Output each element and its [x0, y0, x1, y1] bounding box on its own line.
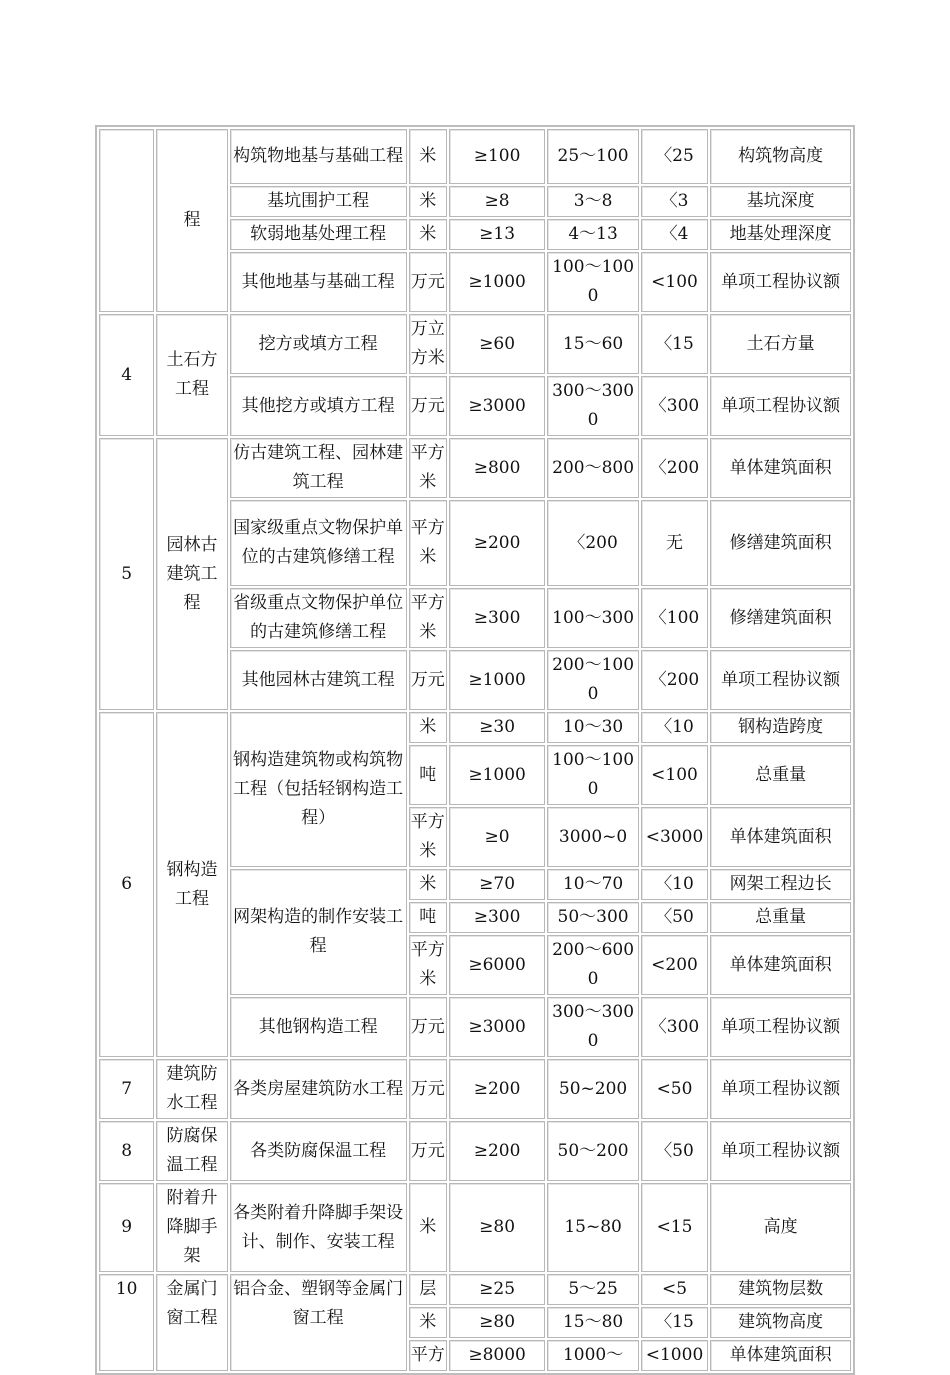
measure-cell: 基坑深度 [710, 186, 851, 217]
measure-cell: 地基处理深度 [710, 219, 851, 250]
category-name-cell: 附着升降脚手架 [156, 1183, 227, 1272]
subcategory-cell: 基坑围护工程 [230, 186, 407, 217]
unit-cell: 万元 [409, 997, 447, 1057]
large-scale-cell: ≥0 [449, 807, 546, 867]
unit-cell: 万元 [409, 376, 447, 436]
large-scale-cell: ≥200 [449, 1121, 546, 1181]
unit-cell: 米 [409, 1183, 447, 1272]
small-scale-cell: <50 [641, 1059, 708, 1119]
category-name-cell: 园林古建筑工程 [156, 438, 227, 710]
measure-cell: 钢构造跨度 [710, 712, 851, 743]
small-scale-cell: 无 [641, 500, 708, 586]
small-scale-cell: 〈10 [641, 869, 708, 900]
medium-scale-cell: 300～3000 [547, 376, 638, 436]
unit-cell: 平方米 [409, 500, 447, 586]
unit-cell: 米 [409, 1307, 447, 1338]
measure-cell: 单项工程协议额 [710, 997, 851, 1057]
small-scale-cell: 〈100 [641, 588, 708, 648]
subcategory-cell: 各类附着升降脚手架设计、制作、安装工程 [230, 1183, 407, 1272]
project-scale-table [95, 125, 855, 1375]
table-row [99, 1059, 851, 1119]
unit-cell: 米 [409, 129, 447, 184]
large-scale-cell: ≥100 [449, 129, 546, 184]
small-scale-cell: <100 [641, 252, 708, 312]
large-scale-cell: ≥8000 [449, 1340, 546, 1371]
measure-cell: 网架工程边长 [710, 869, 851, 900]
large-scale-cell: ≥25 [449, 1274, 546, 1305]
unit-cell: 平方米 [409, 588, 447, 648]
medium-scale-cell: 50～300 [547, 902, 638, 933]
subcategory-cell: 其他园林古建筑工程 [230, 650, 407, 710]
unit-cell: 吨 [409, 745, 447, 805]
measure-cell: 单项工程协议额 [710, 376, 851, 436]
large-scale-cell: ≥80 [449, 1183, 546, 1272]
category-name-cell: 程 [156, 129, 227, 312]
small-scale-cell: 〈300 [641, 376, 708, 436]
medium-scale-cell: 1000～ [547, 1340, 638, 1371]
measure-cell: 总重量 [710, 902, 851, 933]
medium-scale-cell: 4～13 [547, 219, 638, 250]
small-scale-cell: 〈15 [641, 314, 708, 374]
category-name-cell: 土石方工程 [156, 314, 227, 436]
small-scale-cell: 〈10 [641, 712, 708, 743]
measure-cell: 土石方量 [710, 314, 851, 374]
large-scale-cell: ≥70 [449, 869, 546, 900]
subcategory-cell: 构筑物地基与基础工程 [230, 129, 407, 184]
unit-cell: 平方米 [409, 438, 447, 498]
small-scale-cell: 〈3 [641, 186, 708, 217]
table-row [99, 712, 851, 743]
large-scale-cell: ≥3000 [449, 997, 546, 1057]
measure-cell: 修缮建筑面积 [710, 500, 851, 586]
medium-scale-cell: 200～6000 [547, 935, 638, 995]
large-scale-cell: ≥300 [449, 902, 546, 933]
subcategory-cell: 省级重点文物保护单位的古建筑修缮工程 [230, 588, 407, 648]
medium-scale-cell: 5～25 [547, 1274, 638, 1305]
large-scale-cell: ≥80 [449, 1307, 546, 1338]
table-row [99, 1183, 851, 1272]
measure-cell: 单项工程协议额 [710, 650, 851, 710]
medium-scale-cell: 300～3000 [547, 997, 638, 1057]
unit-cell: 平方米 [409, 935, 447, 995]
unit-cell: 万元 [409, 252, 447, 312]
unit-cell: 平方 [409, 1340, 447, 1371]
small-scale-cell: 〈4 [641, 219, 708, 250]
medium-scale-cell: 15～80 [547, 1307, 638, 1338]
item-number-cell: 5 [99, 438, 154, 710]
measure-cell: 高度 [710, 1183, 851, 1272]
subcategory-cell: 铝合金、塑钢等金属门窗工程 [230, 1274, 407, 1371]
large-scale-cell: ≥1000 [449, 252, 546, 312]
table-row [99, 1274, 851, 1305]
unit-cell: 米 [409, 219, 447, 250]
medium-scale-cell: 15～60 [547, 314, 638, 374]
unit-cell: 吨 [409, 902, 447, 933]
medium-scale-cell: 10～30 [547, 712, 638, 743]
table-row [99, 129, 851, 184]
large-scale-cell: ≥60 [449, 314, 546, 374]
unit-cell: 平方米 [409, 807, 447, 867]
unit-cell: 米 [409, 712, 447, 743]
measure-cell: 修缮建筑面积 [710, 588, 851, 648]
medium-scale-cell: 15~80 [547, 1183, 638, 1272]
measure-cell: 单项工程协议额 [710, 1059, 851, 1119]
measure-cell: 总重量 [710, 745, 851, 805]
measure-cell: 单体建筑面积 [710, 438, 851, 498]
unit-cell: 万元 [409, 1121, 447, 1181]
measure-cell: 单项工程协议额 [710, 252, 851, 312]
medium-scale-cell: 100～1000 [547, 252, 638, 312]
medium-scale-cell: 100～1000 [547, 745, 638, 805]
subcategory-cell: 各类房屋建筑防水工程 [230, 1059, 407, 1119]
medium-scale-cell: 3000~0 [547, 807, 638, 867]
large-scale-cell: ≥300 [449, 588, 546, 648]
small-scale-cell: <200 [641, 935, 708, 995]
category-name-cell: 金属门窗工程 [156, 1274, 227, 1371]
small-scale-cell: 〈200 [641, 438, 708, 498]
subcategory-cell: 钢构造建筑物或构筑物工程（包括轻钢构造工程） [230, 712, 407, 867]
subcategory-cell: 其他挖方或填方工程 [230, 376, 407, 436]
category-name-cell: 防腐保温工程 [156, 1121, 227, 1181]
table-row [99, 438, 851, 498]
small-scale-cell: 〈15 [641, 1307, 708, 1338]
large-scale-cell: ≥1000 [449, 745, 546, 805]
small-scale-cell: <3000 [641, 807, 708, 867]
measure-cell: 单体建筑面积 [710, 1340, 851, 1371]
medium-scale-cell: 200～800 [547, 438, 638, 498]
category-name-cell: 钢构造工程 [156, 712, 227, 1057]
subcategory-cell: 各类防腐保温工程 [230, 1121, 407, 1181]
large-scale-cell: ≥200 [449, 500, 546, 586]
unit-cell: 万元 [409, 1059, 447, 1119]
measure-cell: 单体建筑面积 [710, 807, 851, 867]
large-scale-cell: ≥800 [449, 438, 546, 498]
item-number-cell: 6 [99, 712, 154, 1057]
unit-cell: 米 [409, 186, 447, 217]
measure-cell: 单体建筑面积 [710, 935, 851, 995]
item-number-cell: 8 [99, 1121, 154, 1181]
small-scale-cell: <1000 [641, 1340, 708, 1371]
small-scale-cell: <100 [641, 745, 708, 805]
small-scale-cell: 〈25 [641, 129, 708, 184]
large-scale-cell: ≥3000 [449, 376, 546, 436]
table-row [99, 1121, 851, 1181]
large-scale-cell: ≥13 [449, 219, 546, 250]
subcategory-cell: 软弱地基处理工程 [230, 219, 407, 250]
medium-scale-cell: 200～1000 [547, 650, 638, 710]
small-scale-cell: <15 [641, 1183, 708, 1272]
subcategory-cell: 挖方或填方工程 [230, 314, 407, 374]
large-scale-cell: ≥200 [449, 1059, 546, 1119]
item-number-cell: 10 [99, 1274, 154, 1371]
medium-scale-cell: 100～300 [547, 588, 638, 648]
unit-cell: 层 [409, 1274, 447, 1305]
item-number-cell: 7 [99, 1059, 154, 1119]
small-scale-cell: 〈50 [641, 902, 708, 933]
subcategory-cell: 国家级重点文物保护单位的古建筑修缮工程 [230, 500, 407, 586]
medium-scale-cell: 50~200 [547, 1059, 638, 1119]
item-number-cell: 4 [99, 314, 154, 436]
large-scale-cell: ≥30 [449, 712, 546, 743]
small-scale-cell: 〈50 [641, 1121, 708, 1181]
unit-cell: 米 [409, 869, 447, 900]
medium-scale-cell: 25～100 [547, 129, 638, 184]
item-number-cell: 9 [99, 1183, 154, 1272]
subcategory-cell: 网架构造的制作安装工程 [230, 869, 407, 995]
small-scale-cell: 〈200 [641, 650, 708, 710]
subcategory-cell: 其他钢构造工程 [230, 997, 407, 1057]
unit-cell: 万立方米 [409, 314, 447, 374]
measure-cell: 单项工程协议额 [710, 1121, 851, 1181]
subcategory-cell: 仿古建筑工程、园林建筑工程 [230, 438, 407, 498]
small-scale-cell: <5 [641, 1274, 708, 1305]
medium-scale-cell: 10～70 [547, 869, 638, 900]
large-scale-cell: ≥8 [449, 186, 546, 217]
small-scale-cell: 〈300 [641, 997, 708, 1057]
medium-scale-cell: 〈200 [547, 500, 638, 586]
measure-cell: 构筑物高度 [710, 129, 851, 184]
large-scale-cell: ≥6000 [449, 935, 546, 995]
measure-cell: 建筑物层数 [710, 1274, 851, 1305]
subcategory-cell: 其他地基与基础工程 [230, 252, 407, 312]
item-number-cell [99, 129, 154, 312]
medium-scale-cell: 3～8 [547, 186, 638, 217]
table-row [99, 314, 851, 374]
medium-scale-cell: 50～200 [547, 1121, 638, 1181]
large-scale-cell: ≥1000 [449, 650, 546, 710]
category-name-cell: 建筑防水工程 [156, 1059, 227, 1119]
measure-cell: 建筑物高度 [710, 1307, 851, 1338]
unit-cell: 万元 [409, 650, 447, 710]
